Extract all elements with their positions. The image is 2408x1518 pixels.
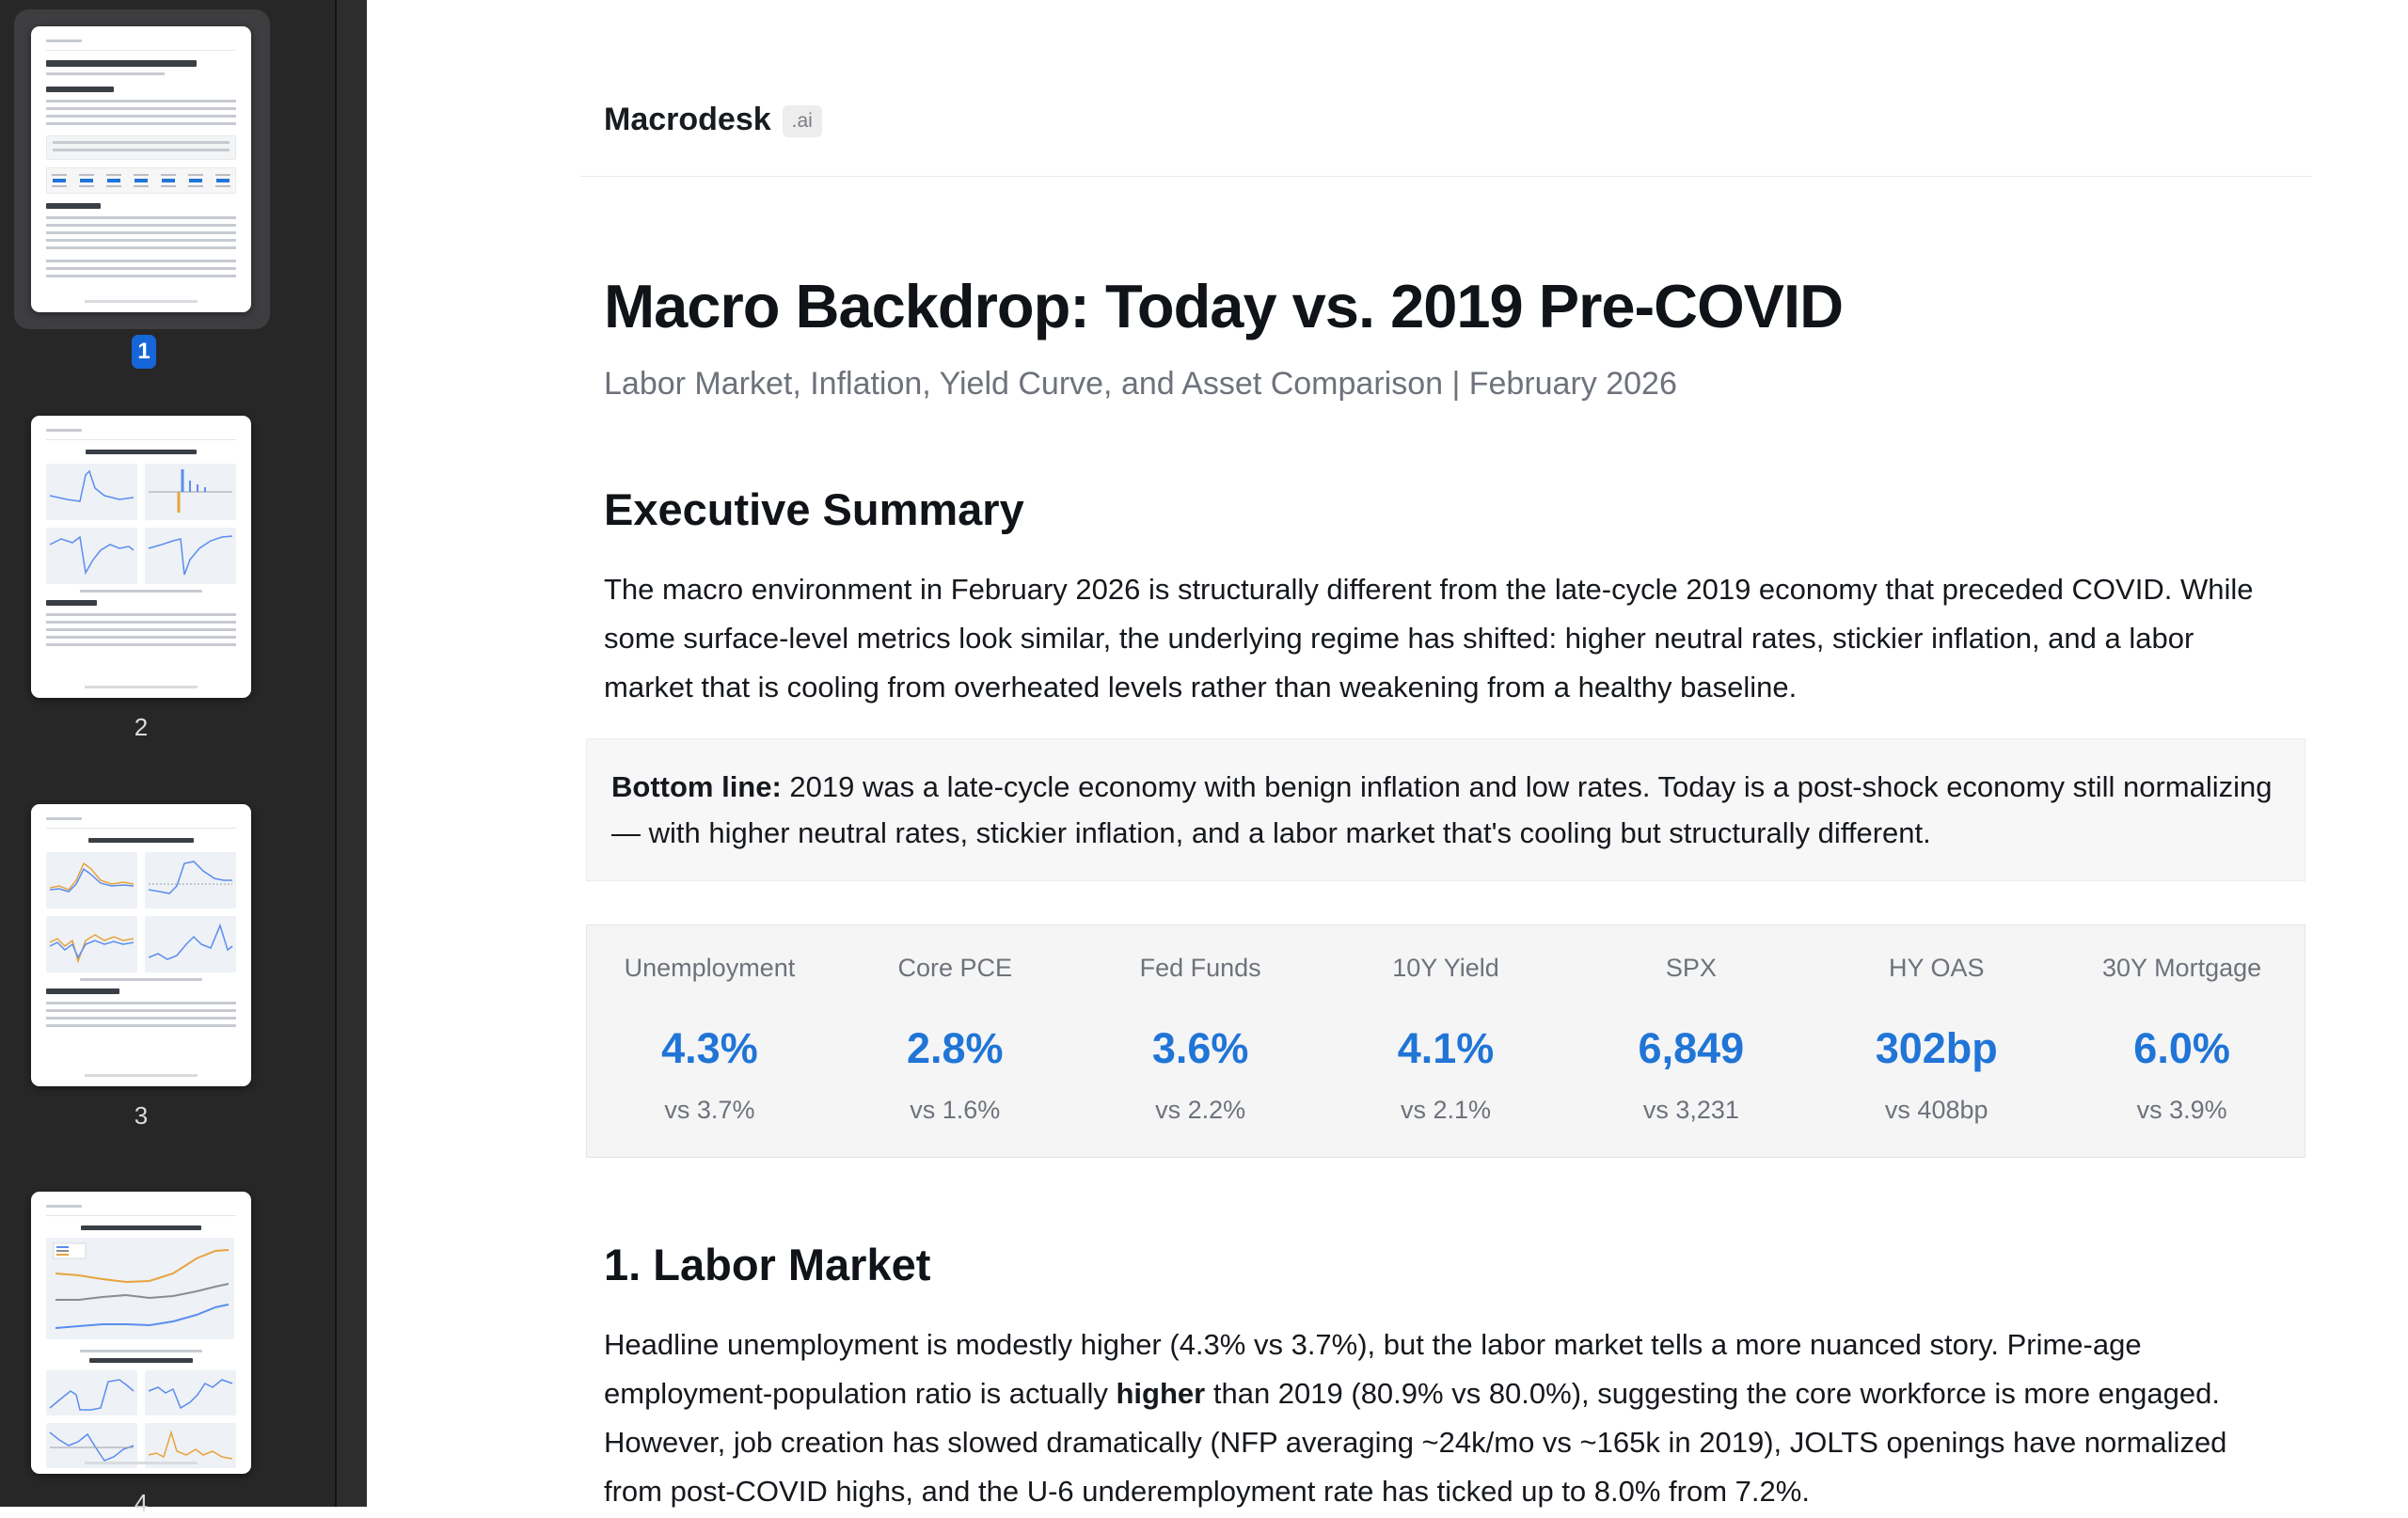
thumb-chart-core-pce bbox=[145, 852, 236, 909]
metric-comparison: vs 1.6% bbox=[910, 1096, 1001, 1124]
thumb-chart-grid bbox=[46, 464, 236, 584]
metric-label: Unemployment bbox=[624, 954, 796, 982]
thumb-text-block bbox=[46, 613, 236, 649]
thumb-chart-expectations bbox=[145, 916, 236, 972]
metric-value: 302bp bbox=[1875, 1024, 1998, 1072]
metric-card-spx bbox=[1568, 954, 1814, 1125]
thumb-title-line bbox=[46, 60, 197, 67]
thumb-caption-line bbox=[80, 978, 202, 981]
page-thumbnail-4[interactable] bbox=[31, 1192, 251, 1474]
page-subtitle: Labor Market, Inflation, Yield Curve, and Asset Comparison | February 2026 bbox=[604, 366, 1677, 402]
metric-card-30y-mortgage bbox=[2059, 954, 2305, 1125]
thumb-heading-line bbox=[46, 600, 97, 606]
metric-label: 30Y Mortgage bbox=[2102, 954, 2262, 982]
metric-card-fed-funds bbox=[1078, 954, 1323, 1125]
metric-comparison: vs 3,231 bbox=[1642, 1096, 1739, 1124]
thumb-yield-curve-chart bbox=[46, 1238, 234, 1339]
thumb-chart-title-line bbox=[81, 1225, 201, 1230]
app-header bbox=[580, 0, 2311, 177]
metric-value: 4.1% bbox=[1397, 1024, 1495, 1072]
document-view bbox=[367, 0, 2408, 1507]
sidebar-scrollbar[interactable] bbox=[337, 0, 367, 1507]
labor-market-text-pre: Headline unemployment is modestly higher (4.3% vs 3.7%), but the labor market tells a more nuanced story. Prime-age employment-population ratio is actually bbox=[604, 1328, 2142, 1410]
thumb-chart-jolts bbox=[46, 528, 137, 584]
page-number-label: 3 bbox=[134, 1101, 149, 1130]
thumb-chart-title-line bbox=[88, 838, 194, 843]
bottom-line-text: 2019 was a late-cycle economy with benign inflation and low rates. Today is a post-shock economy still normalizing — with higher neutral rates, stickier inflation, and a labor market that's cooling but structurally different. bbox=[611, 770, 2273, 849]
metric-label: Fed Funds bbox=[1139, 954, 1261, 982]
metric-comparison: vs 3.9% bbox=[2136, 1096, 2227, 1124]
thumb-caption-line bbox=[80, 590, 202, 593]
thumb-text-block bbox=[46, 260, 236, 280]
thumb-chart-title-line bbox=[89, 1358, 193, 1363]
thumbnail-sidebar bbox=[0, 0, 367, 1517]
thumb-chart-breakeven bbox=[46, 916, 137, 972]
metric-value: 4.3% bbox=[661, 1024, 758, 1072]
page-number-label: 2 bbox=[134, 713, 149, 741]
key-metrics-strip bbox=[586, 925, 2305, 1158]
metric-comparison: vs 2.1% bbox=[1400, 1096, 1492, 1124]
brand-ai-badge: .ai bbox=[783, 105, 822, 137]
thumb-metrics-strip bbox=[46, 167, 236, 194]
metric-value: 3.6% bbox=[1151, 1024, 1249, 1072]
metric-value: 6.0% bbox=[2133, 1024, 2230, 1072]
labor-market-text-bold: higher bbox=[1116, 1377, 1206, 1410]
page-number-label: 4 bbox=[134, 1489, 149, 1517]
thumb-footer-line bbox=[85, 686, 198, 688]
thumb-chart-grid bbox=[46, 852, 236, 972]
thumb-text-block bbox=[46, 216, 236, 252]
metric-label: HY OAS bbox=[1888, 954, 1985, 982]
metric-value: 6,849 bbox=[1638, 1024, 1745, 1072]
thumb-chart-unemployment bbox=[46, 464, 137, 520]
thumb-header-line bbox=[46, 40, 82, 42]
metric-value: 2.8% bbox=[907, 1024, 1004, 1072]
thumb-text-block bbox=[46, 1002, 236, 1030]
metric-comparison: vs 408bp bbox=[1884, 1096, 1988, 1124]
thumb-subtitle-line bbox=[46, 72, 165, 75]
thumb-heading-line bbox=[46, 988, 119, 994]
metric-card-core-pce bbox=[832, 954, 1078, 1125]
metric-label: SPX bbox=[1665, 954, 1717, 982]
thumb-chart-epop bbox=[145, 528, 236, 584]
thumb-callout-box bbox=[46, 135, 236, 160]
thumb-chart-grid bbox=[46, 1370, 236, 1468]
thumb-text-block bbox=[46, 100, 236, 128]
page-number-badge: 1 bbox=[132, 335, 156, 369]
metric-card-10y-yield bbox=[1323, 954, 1569, 1125]
executive-summary-paragraph: The macro environment in February 2026 is structurally different from the late-cycle 2019 economy that preceded COVID. While some surface-level metrics look similar, the underlying regime has shifted: higher neutral rates, stickier inflation, and a labor market that is cooling from overheated levels rather than weakening from a healthy baseline. bbox=[604, 573, 2254, 704]
metric-card-hy-oas bbox=[1814, 954, 2059, 1125]
thumb-caption-line bbox=[80, 1350, 202, 1352]
labor-market-paragraph bbox=[580, 1320, 2311, 1516]
thumb-header-line bbox=[46, 429, 82, 432]
page-title: Macro Backdrop: Today vs. 2019 Pre-COVID bbox=[604, 272, 1844, 340]
metric-label: 10Y Yield bbox=[1392, 954, 1499, 982]
thumb-heading-line bbox=[46, 203, 101, 209]
page-thumbnail-1[interactable] bbox=[31, 26, 251, 312]
thumb-heading-line bbox=[46, 87, 114, 92]
thumb-chart-nfp bbox=[145, 464, 236, 520]
page-thumbnail-3[interactable] bbox=[31, 804, 251, 1086]
labor-market-text-post: than 2019 (80.9% vs 80.0%), suggesting the core workforce is more engaged. However, job creation has slowed dramatically (NFP averaging ~24k/mo vs ~165k in 2019), JOLTS openings have normalized from post-COVID highs, and the U-6 underemployment rate has ticked up to 8.0% from 7.2%. bbox=[604, 1377, 2227, 1508]
page-thumbnail-selected-wrap bbox=[14, 9, 270, 329]
thumb-chart-fed-funds bbox=[46, 1370, 137, 1415]
bottom-line-label: Bottom line: bbox=[611, 770, 782, 803]
thumb-header-line bbox=[46, 817, 82, 820]
brand-logo: Macrodesk bbox=[604, 102, 771, 137]
labor-market-heading: 1. Labor Market bbox=[604, 1240, 931, 1289]
bottom-line-callout bbox=[586, 738, 2305, 881]
metric-card-unemployment bbox=[587, 954, 832, 1125]
thumb-header-line bbox=[46, 1205, 82, 1208]
metric-label: Core PCE bbox=[897, 954, 1013, 982]
thumb-chart-title-line bbox=[86, 450, 197, 454]
thumb-footer-line bbox=[85, 300, 198, 303]
thumb-footer-line bbox=[85, 1462, 198, 1464]
metric-comparison: vs 3.7% bbox=[664, 1096, 755, 1124]
metric-comparison: vs 2.2% bbox=[1155, 1096, 1246, 1124]
thumb-chart-cpi bbox=[46, 852, 137, 909]
thumb-chart-10y bbox=[145, 1370, 236, 1415]
thumb-footer-line bbox=[85, 1074, 198, 1077]
executive-summary-heading: Executive Summary bbox=[604, 484, 1024, 534]
page-thumbnail-2[interactable] bbox=[31, 416, 251, 698]
